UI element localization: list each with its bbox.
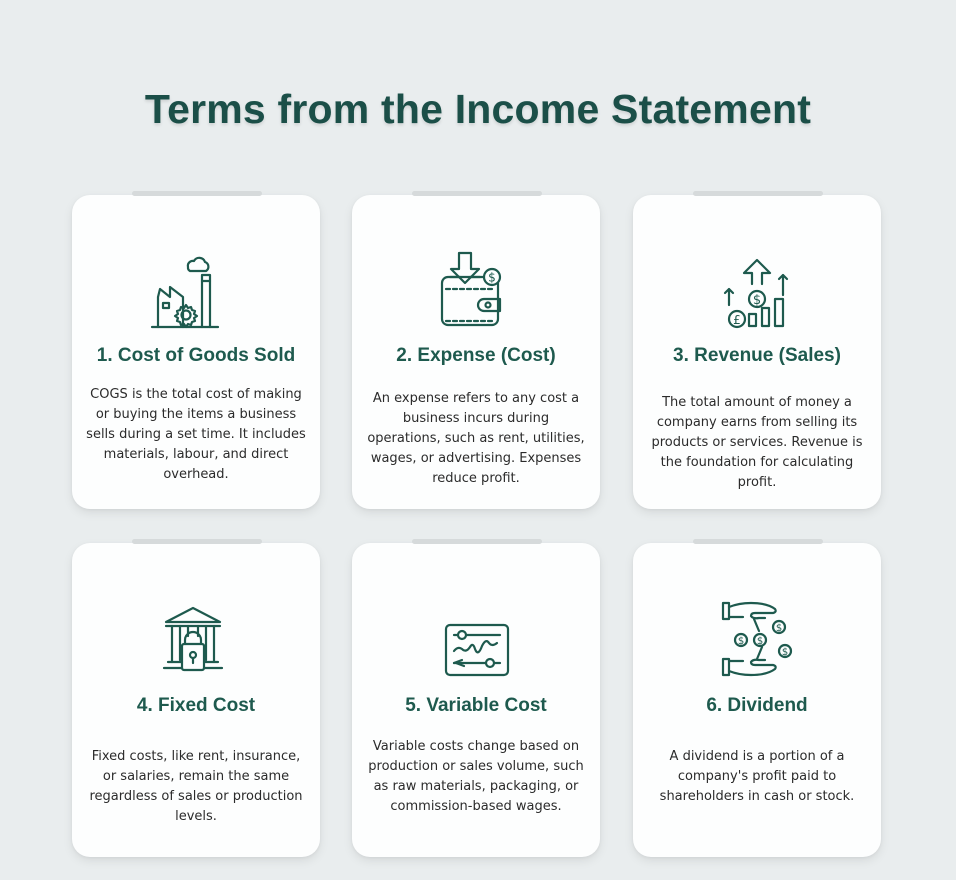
card-title: 6. Dividend (706, 695, 808, 716)
svg-text:$: $ (781, 647, 789, 658)
card-tab-decoration (412, 539, 542, 544)
card-description: The total amount of money a company earns from selling its products or services. Revenue is the foundation for calculating profit. (651, 395, 863, 490)
revenue-growth-icon (707, 247, 807, 337)
card-description: Variable costs change based on production or sales volume, such as raw materials, packaging, or commission-based wages. (368, 739, 584, 814)
card-title: 1. Cost of Goods Sold (96, 345, 296, 366)
svg-text:$: $ (756, 636, 764, 647)
svg-text:$: $ (752, 293, 762, 308)
card-title: 2. Expense (Cost) (396, 345, 556, 366)
card-fixed-cost (72, 543, 320, 857)
svg-text:£: £ (733, 313, 741, 327)
card-title: 4. Fixed Cost (136, 695, 256, 716)
card-tab-decoration (412, 191, 542, 196)
card-tab-decoration (693, 191, 823, 196)
card-variable-cost (352, 543, 600, 857)
hands-coins-icon (707, 595, 807, 685)
factory-gear-icon (146, 247, 246, 337)
card-title: 5. Variable Cost (405, 695, 547, 716)
card-description: Fixed costs, like rent, insurance, or salaries, remain the same regardless of sales or production levels. (89, 749, 303, 824)
card-cost-of-goods-sold (72, 195, 320, 509)
svg-text:$: $ (737, 636, 745, 647)
wallet-arrow-dollar-icon (426, 247, 526, 337)
card-description: An expense refers to any cost a business incurs during operations, such as rent, utilities, wages, or advertising. Expenses reduce profit. (367, 391, 585, 486)
page-title: Terms from the Income Statement (144, 86, 812, 132)
card-tab-decoration (693, 539, 823, 544)
svg-text:$: $ (775, 623, 783, 634)
sliders-wave-icon (426, 605, 526, 695)
card-description: A dividend is a portion of a company's profit paid to shareholders in cash or stock. (659, 749, 855, 804)
card-expense (352, 195, 600, 509)
card-tab-decoration (132, 539, 262, 544)
bank-lock-icon (146, 600, 246, 690)
card-revenue (633, 195, 881, 509)
card-title: 3. Revenue (Sales) (673, 345, 841, 366)
card-description: COGS is the total cost of making or buying the items a business sells during a set time. It includes materials, labour, and direct overhead. (86, 387, 306, 482)
card-dividend (633, 543, 881, 857)
card-tab-decoration (132, 191, 262, 196)
svg-text:$: $ (488, 270, 496, 285)
